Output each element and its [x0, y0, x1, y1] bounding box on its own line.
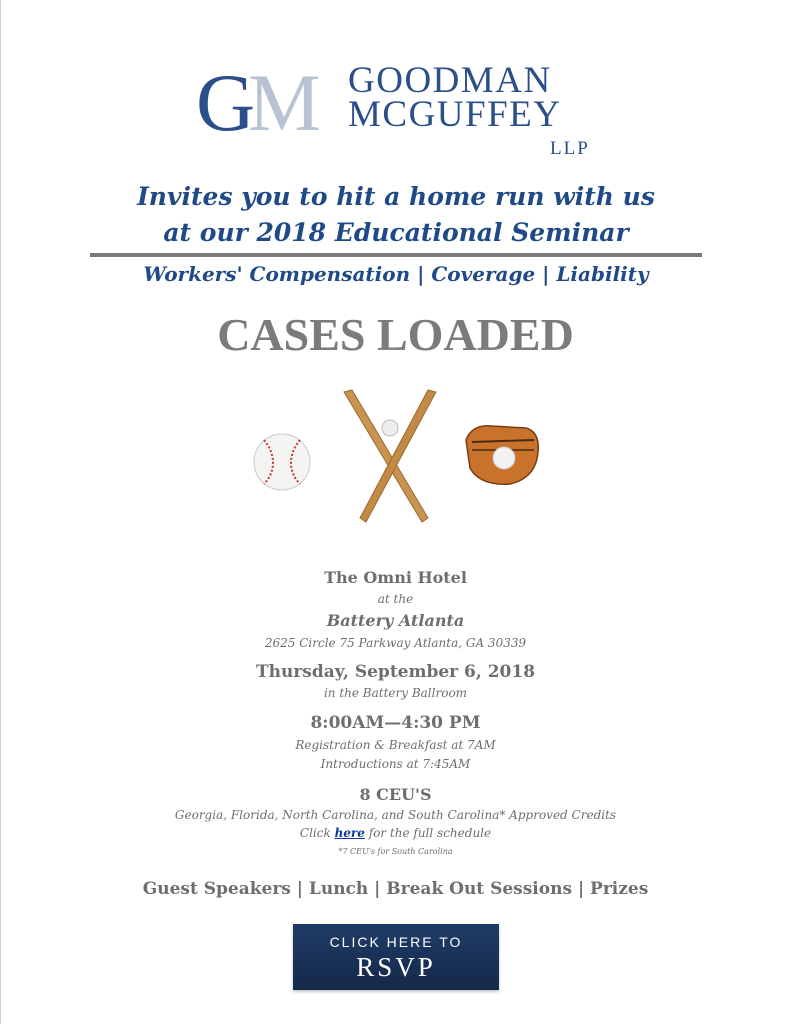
firm-suffix: LLP: [550, 138, 590, 159]
page-edge: [0, 0, 1, 1024]
venue-at: at the: [377, 592, 414, 606]
event-room: in the Battery Ballroom: [323, 686, 468, 700]
baseball-icon: [254, 434, 310, 490]
rsvp-line2: RSVP: [356, 952, 436, 982]
venue-name: The Omni Hotel: [324, 568, 467, 587]
tagline-line1: Invites you to hit a home run with us: [137, 182, 655, 211]
ceu-states: Georgia, Florida, North Carolina, and South Carolina* Approved Credits: [174, 808, 617, 822]
event-date: Thursday, September 6, 2018: [255, 662, 536, 682]
registration-time: Registration & Breakfast at 7AM: [295, 738, 496, 752]
introduction-time: Introductions at 7:45AM: [320, 757, 471, 771]
rsvp-line1: CLICK HERE TO: [329, 934, 463, 950]
firm-logo: [196, 62, 596, 162]
gm-monogram-icon: [196, 62, 346, 142]
firm-name-line1: GOODMAN: [348, 60, 552, 101]
schedule-link[interactable]: here: [334, 826, 365, 840]
rsvp-button[interactable]: [293, 924, 499, 990]
ceu-title: 8 CEU'S: [359, 785, 432, 804]
svg-text:M: M: [248, 62, 321, 142]
event-time: 8:00AM—4:30 PM: [310, 713, 481, 733]
schedule-prefix: Click: [299, 826, 335, 840]
crossed-bats-icon: [344, 390, 436, 522]
baseball-art: [240, 380, 560, 530]
divider: [90, 253, 702, 257]
ceu-note: *7 CEU's for South Carolina: [338, 847, 453, 856]
features: Guest Speakers | Lunch | Break Out Sessions | Prizes: [142, 879, 649, 899]
schedule-line: [0, 826, 791, 840]
venue-place: Battery Atlanta: [326, 611, 465, 630]
headline: CASES LOADED: [217, 309, 574, 360]
topics: Workers' Compensation | Coverage | Liability: [143, 262, 649, 286]
tagline-line2: at our 2018 Educational Seminar: [163, 218, 629, 247]
glove-icon: [466, 426, 538, 484]
venue-address: 2625 Circle 75 Parkway Atlanta, GA 30339: [264, 636, 527, 650]
svg-text:G: G: [196, 62, 256, 142]
firm-name-line2: MCGUFFEY: [348, 94, 562, 135]
firm-name: [348, 60, 562, 135]
schedule-suffix: for the full schedule: [364, 826, 492, 840]
